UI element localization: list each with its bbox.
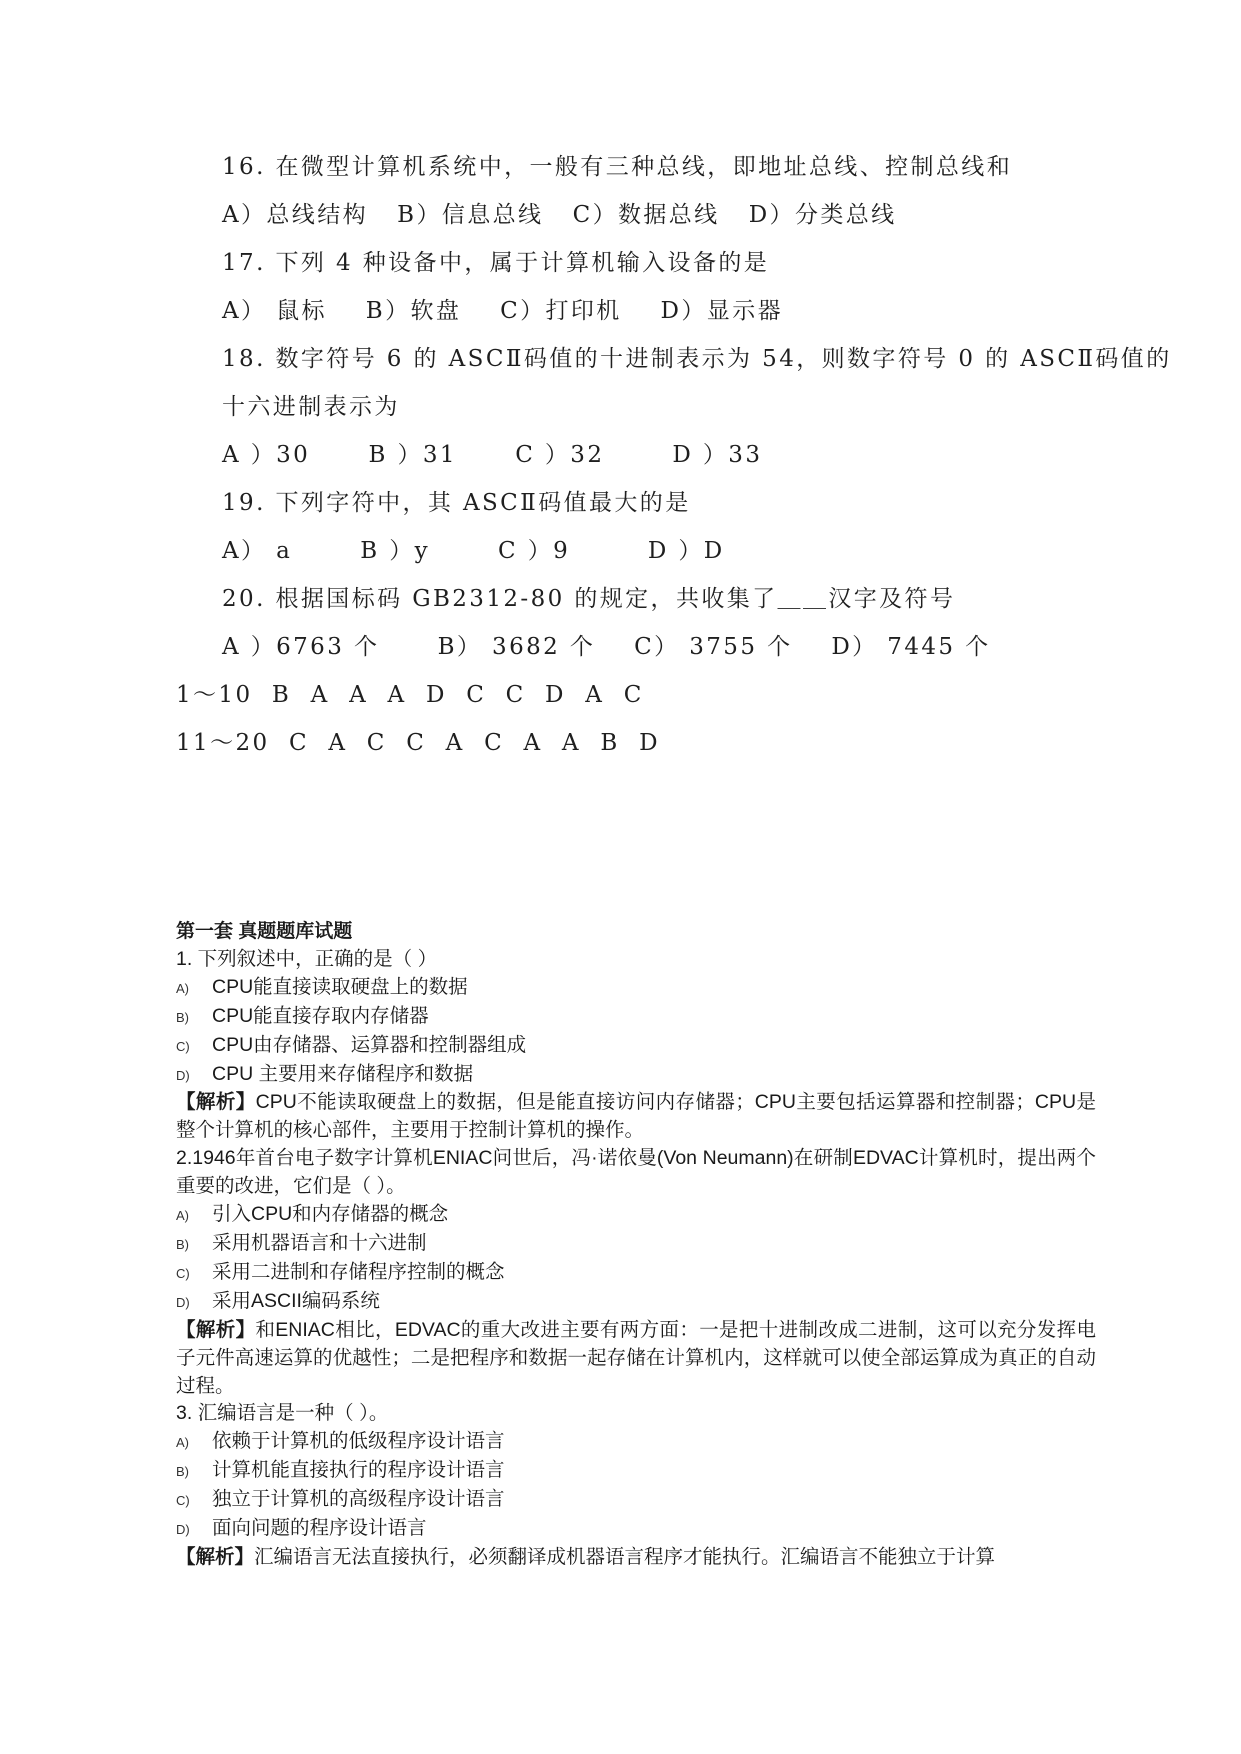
question-1-option-d — [176, 1061, 1096, 1090]
analysis-label: 【解析】 — [176, 1091, 256, 1114]
question-3: 3. 汇编语言是一种（ ）。 — [176, 1402, 389, 1425]
option-marker: B) — [176, 1236, 189, 1252]
question-2: 2.1946年首台电子数字计算机ENIAC问世后，冯·诺依曼(Von Neumann)在研制EDVAC计算机时，提出两个重要的改进，它们是（ ）。 — [176, 1147, 1096, 1198]
option-marker: C) — [176, 1038, 190, 1054]
option-text: 面向问题的程序设计语言 — [212, 1517, 427, 1540]
answer-key-11-20: 11～20 C A C C A C A A B D — [176, 730, 660, 756]
question-17: 17. 下列 4 种设备中，属于计算机输入设备的是 — [222, 250, 770, 276]
analysis-label: 【解析】 — [176, 1318, 256, 1341]
question-18: 18. 数字符号 6 的 ASCⅡ码值的十进制表示为 54，则数字符号 0 的 ASCⅡ码值的 — [222, 346, 1172, 372]
option-marker: A) — [176, 1435, 189, 1451]
question-1: 1. 下列叙述中，正确的是（ ） — [176, 947, 438, 970]
option-marker: A) — [176, 1208, 189, 1224]
question-1-analysis — [176, 1089, 1096, 1145]
question-3-analysis — [176, 1544, 1096, 1572]
option-marker: D) — [176, 1067, 190, 1083]
option-text: 采用机器语言和十六进制 — [212, 1231, 427, 1254]
option-marker: C) — [176, 1265, 190, 1281]
question-2-option-b — [176, 1230, 1096, 1259]
question-20-options: A ）6763 个 B） 3682 个 C） 3755 个 D） 7445 个 — [222, 634, 991, 660]
question-2-option-c — [176, 1259, 1096, 1288]
question-19-options: A） a B ）y C ）9 D ）D — [222, 538, 725, 564]
lower-question-section — [176, 918, 1096, 1572]
analysis-text: CPU不能读取硬盘上的数据，但是能直接访问内存储器；CPU主要包括运算器和控制器；CPU是整个计算机的核心部件，主要用于控制计算机的操作。 — [176, 1091, 1096, 1142]
option-marker: D) — [176, 1294, 190, 1310]
question-18-options: A ）30 B ）31 C ）32 D ）33 — [222, 442, 763, 468]
question-3-option-d — [176, 1515, 1096, 1544]
question-20: 20. 根据国标码 GB2312-80 的规定，共收集了＿＿汉字及符号 — [222, 586, 956, 612]
option-marker: B) — [176, 1009, 189, 1025]
option-text: CPU能直接读取硬盘上的数据 — [212, 975, 468, 998]
question-1-option-c — [176, 1032, 1096, 1061]
option-text: 采用二进制和存储程序控制的概念 — [212, 1260, 505, 1283]
option-marker: D) — [176, 1522, 190, 1538]
option-marker: A) — [176, 980, 189, 996]
answer-key-1-10: 1～10 B A A A D C C D A C — [176, 682, 644, 708]
question-16-options: A）总线结构 B）信息总线 C）数据总线 D）分类总线 — [222, 202, 897, 228]
analysis-text: 和ENIAC相比，EDVAC的重大改进主要有两方面：一是把十进制改成二进制，这可以充分发挥电子元件高速运算的优越性；二是把程序和数据一起存储在计算机内，这样就可以使全部运算成为真正的自动过程。 — [176, 1318, 1096, 1397]
question-2-analysis — [176, 1317, 1096, 1401]
question-1-option-a — [176, 974, 1096, 1003]
option-text: 引入CPU和内存储器的概念 — [212, 1203, 449, 1226]
analysis-text: 汇编语言无法直接执行，必须翻译成机器语言程序才能执行。汇编语言不能独立于计算 — [254, 1545, 996, 1568]
option-marker: C) — [176, 1493, 190, 1509]
analysis-label: 【解析】 — [176, 1545, 255, 1568]
question-17-options: A） 鼠标 B）软盘 C）打印机 D）显示器 — [222, 298, 783, 324]
question-3-option-b — [176, 1457, 1096, 1486]
question-18-continued: 十六进制表示为 — [222, 394, 400, 420]
section-heading: 第一套 真题题库试题 — [176, 921, 353, 942]
question-2-option-d — [176, 1288, 1096, 1317]
option-text: 独立于计算机的高级程序设计语言 — [212, 1488, 505, 1511]
question-3-option-a — [176, 1428, 1096, 1457]
option-text: CPU能直接存取内存储器 — [212, 1004, 429, 1027]
option-text: CPU 主要用来存储程序和数据 — [212, 1062, 474, 1085]
option-marker: B) — [176, 1464, 189, 1480]
option-text: 计算机能直接执行的程序设计语言 — [212, 1459, 505, 1482]
question-16: 16. 在微型计算机系统中，一般有三种总线，即地址总线、控制总线和 — [222, 154, 1013, 180]
question-19: 19. 下列字符中，其 ASCⅡ码值最大的是 — [222, 490, 691, 516]
option-text: CPU由存储器、运算器和控制器组成 — [212, 1033, 527, 1056]
question-1-option-b — [176, 1003, 1096, 1032]
option-text: 依赖于计算机的低级程序设计语言 — [212, 1430, 505, 1453]
question-2-option-a — [176, 1201, 1096, 1230]
question-3-option-c — [176, 1486, 1096, 1515]
option-text: 采用ASCII编码系统 — [212, 1289, 380, 1312]
